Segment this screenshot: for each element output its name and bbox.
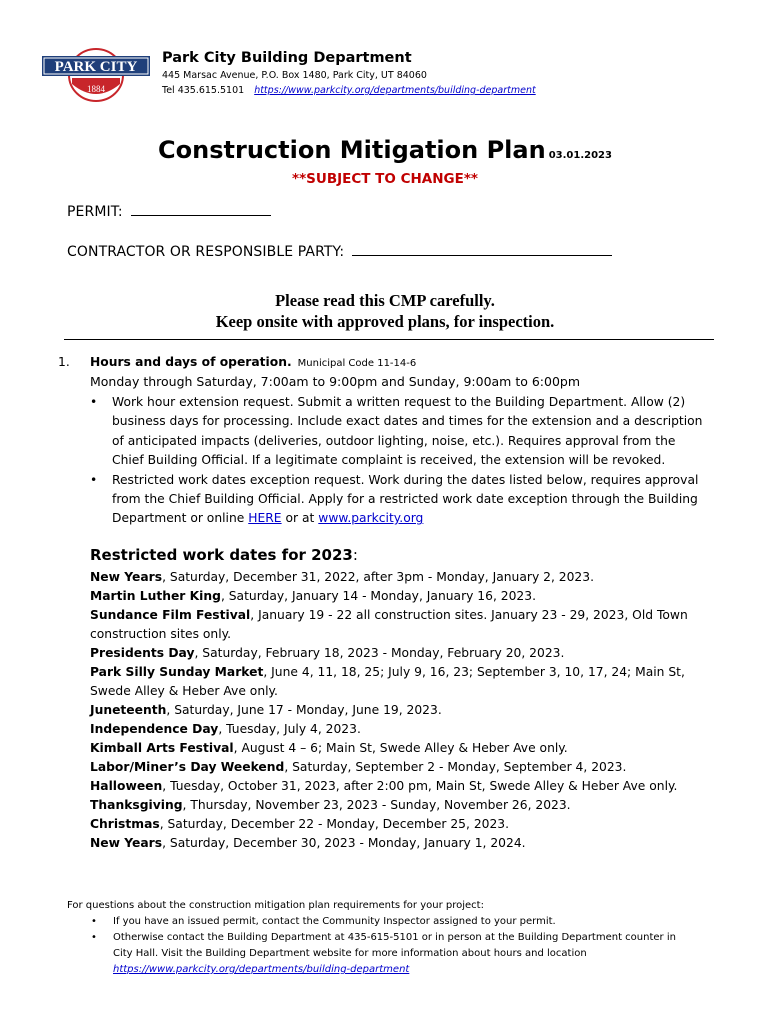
permit-blank-line[interactable] <box>131 203 271 216</box>
department-contact <box>162 83 536 98</box>
restricted-dates-title-colon: : <box>352 546 358 564</box>
footer-contact-info <box>67 898 697 978</box>
list-item: Labor/Miner’s Day Weekend, Saturday, September 2 - Monday, September 4, 2023. <box>90 760 627 774</box>
notice-line-2: Keep onsite with approved plans, for inspection. <box>215 312 555 331</box>
department-tel: Tel 435.615.5101 <box>162 85 245 96</box>
logo-text: PARK CITY <box>54 59 138 75</box>
footer-bullet-contact <box>91 930 697 978</box>
logo-year: 1884 <box>87 84 105 94</box>
notice-line-1: Please read this CMP carefully. <box>275 291 495 310</box>
parkcity-link[interactable]: www.parkcity.org <box>318 511 424 526</box>
document-date: 03.01.2023 <box>548 150 612 161</box>
document-title-row <box>0 136 770 164</box>
section-1-number: 1. <box>58 355 70 369</box>
department-name: Park City Building Department <box>162 50 412 66</box>
restricted-dates-title <box>90 546 358 564</box>
document-title: Construction Mitigation Plan <box>158 136 546 164</box>
restricted-exception-item <box>90 471 710 529</box>
park-city-logo <box>40 44 152 102</box>
list-item: Juneteenth, Saturday, June 17 - Monday, June 19, 2023. <box>90 703 442 717</box>
list-item: New Years, Saturday, December 30, 2023 - Monday, January 1, 2024. <box>90 836 526 850</box>
list-item: Independence Day, Tuesday, July 4, 2023. <box>90 722 361 736</box>
municipal-code: Municipal Code 11-14-6 <box>297 358 417 369</box>
section-1-heading-row <box>90 355 416 369</box>
section-1-bullets <box>90 393 710 529</box>
list-item: Halloween, Tuesday, October 31, 2023, after 2:00 pm, Main St, Swede Alley & Heber Ave only. <box>90 779 678 793</box>
department-header <box>162 48 536 98</box>
contractor-blank-line[interactable] <box>352 243 612 256</box>
or-at-text: or at <box>285 511 315 526</box>
list-item: Thanksgiving, Thursday, November 23, 2023 - Sunday, November 26, 2023. <box>90 798 571 812</box>
operating-hours: Monday through Saturday, 7:00am to 9:00pm and Sunday, 9:00am to 6:00pm <box>90 374 581 389</box>
footer-url-link[interactable]: https://www.parkcity.org/departments/building-department <box>113 964 410 975</box>
footer-contact-text: Otherwise contact the Building Department at 435-615-5101 or in person at the Building Department counter in City Hall. Visit the Building Department website for more information about hours and location <box>113 932 676 959</box>
list-item: Christmas, Saturday, December 22 - Monday, December 25, 2023. <box>90 817 510 831</box>
list-item: Kimball Arts Festival, August 4 – 6; Main St, Swede Alley & Heber Ave only. <box>90 741 568 755</box>
list-item: New Years, Saturday, December 31, 2022, after 3pm - Monday, January 2, 2023. <box>90 570 594 584</box>
here-link[interactable]: HERE <box>248 511 282 526</box>
list-item: Presidents Day, Saturday, February 18, 2023 - Monday, February 20, 2023. <box>90 646 565 660</box>
work-hour-extension-item: • Work hour extension request. Submit a written request to the Building Department. Allow (2) business days for processing. Include exact dates and times for the extension and a description of anticipated impacts (deliveries, outdoor lighting, noise, etc.). Requires approval from the Chief Building Official. If a legitimate complaint is received, the extension will be revoked. <box>90 393 710 471</box>
list-item: Park Silly Sunday Market, June 4, 11, 18, 25; July 9, 16, 23; September 3, 10, 17, 24; Main St, Swede Alley & Heber Ave only. <box>90 665 685 698</box>
list-item: Sundance Film Festival, January 19 - 22 all construction sites. January 23 - 29, 2023, Old Town construction sites only. <box>90 608 688 641</box>
footer-intro: For questions about the construction mitigation plan requirements for your project: <box>67 900 484 911</box>
department-address: 445 Marsac Avenue, P.O. Box 1480, Park City, UT 84060 <box>162 70 427 81</box>
list-item: Martin Luther King, Saturday, January 14 - Monday, January 16, 2023. <box>90 589 536 603</box>
permit-field <box>67 203 271 220</box>
contractor-field <box>67 243 612 260</box>
restricted-exception-text: Restricted work dates exception request. Work during the dates listed below, requires approval from the Chief Building Official. Apply for a restricted work date exception through the Building Department or online <box>112 472 699 526</box>
section-divider <box>64 339 714 340</box>
section-1-period: . <box>286 355 292 369</box>
contractor-label: CONTRACTOR OR RESPONSIBLE PARTY: <box>67 244 345 260</box>
restricted-dates-title-text: Restricted work dates for 2023 <box>90 546 353 564</box>
department-url-link[interactable]: https://www.parkcity.org/departments/building-department <box>254 85 536 96</box>
subject-to-change-notice: **SUBJECT TO CHANGE** <box>292 171 478 187</box>
section-1-heading: Hours and days of operation <box>90 355 287 369</box>
permit-label: PERMIT: <box>67 204 123 220</box>
footer-bullet-permit: • If you have an issued permit, contact the Community Inspector assigned to your permit. <box>91 914 697 930</box>
restricted-dates-list <box>90 568 690 853</box>
